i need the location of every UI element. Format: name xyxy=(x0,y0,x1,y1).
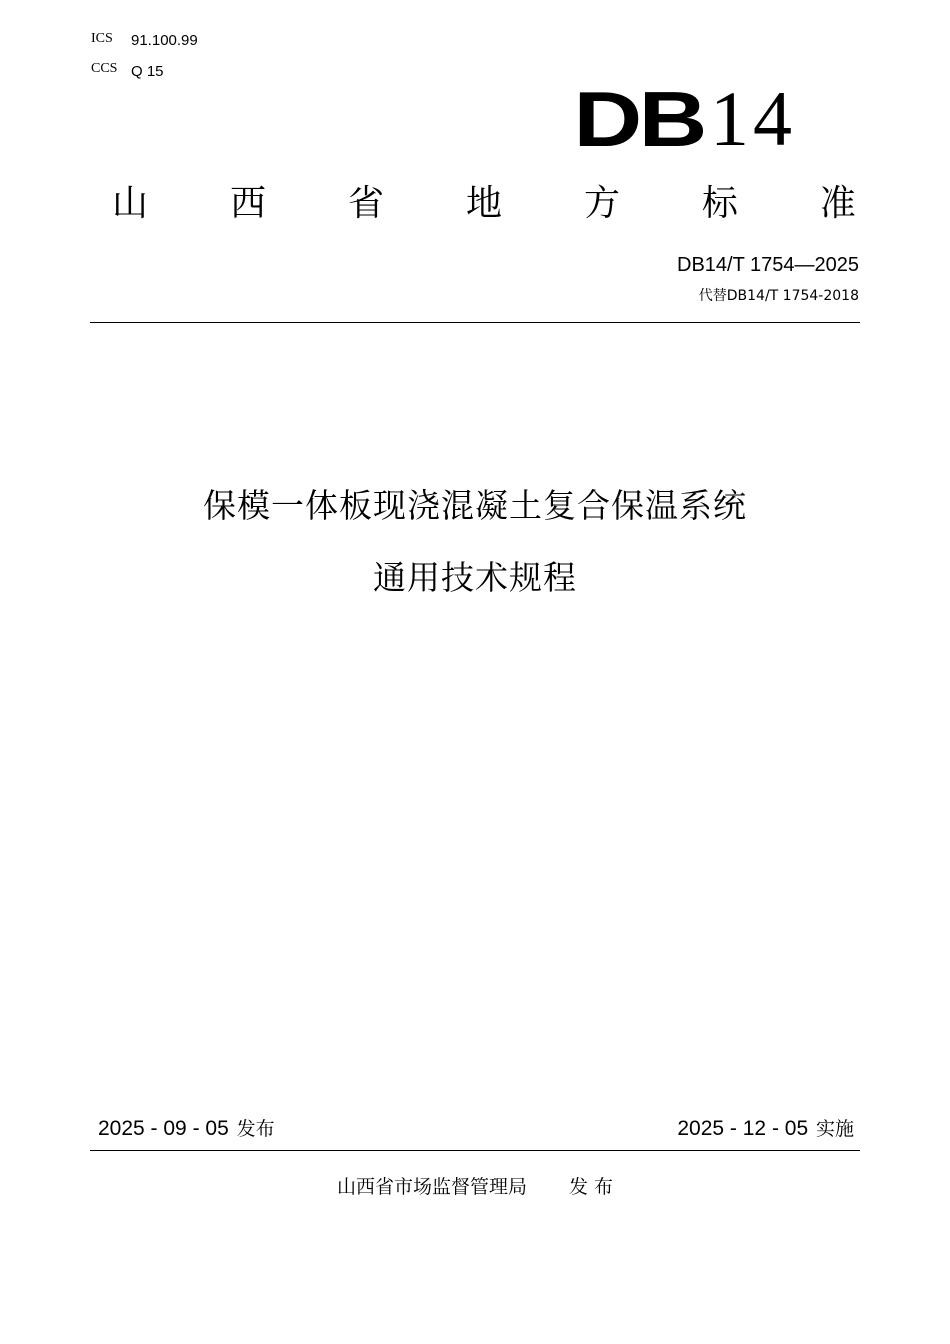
issuer-action: 发 布 xyxy=(568,1176,614,1198)
effective-date-value: 2025 - 12 - 05 xyxy=(677,1117,809,1140)
publish-date-label: 发布 xyxy=(236,1118,275,1140)
footer-divider xyxy=(90,1150,860,1151)
logo-province-code: 14 xyxy=(710,75,796,162)
standard-type-char: 西 xyxy=(229,183,266,224)
document-title-line-2: 通用技术规程 xyxy=(373,558,577,597)
ics-value: 91.100.99 xyxy=(131,32,198,49)
publish-date-value: 2025 - 09 - 05 xyxy=(98,1117,229,1140)
document-title-line-1: 保模一体板现浇混凝土复合保温系统 xyxy=(203,486,747,525)
replaces-standard: 代替DB14/T 1754-2018 xyxy=(698,288,859,304)
effective-date-label: 实施 xyxy=(815,1118,854,1140)
standard-type-char: 地 xyxy=(465,183,502,224)
ccs-value: Q 15 xyxy=(131,63,164,80)
effective-date xyxy=(677,1114,854,1141)
issuer-name: 山西省市场监督管理局 xyxy=(336,1176,527,1198)
standard-type-char: 准 xyxy=(819,183,856,224)
logo-db-mark: DB xyxy=(573,75,704,163)
header-divider xyxy=(90,322,860,323)
ccs-label: CCS xyxy=(91,61,118,76)
standard-type-char: 标 xyxy=(701,183,738,224)
standard-type-char: 省 xyxy=(347,183,384,224)
standard-number: DB14/T 1754—2025 xyxy=(677,254,859,276)
standard-type-heading xyxy=(112,180,856,228)
standard-type-char: 方 xyxy=(583,183,620,224)
db14-logo xyxy=(573,75,796,163)
standard-type-char: 山 xyxy=(112,183,149,224)
issuer-line xyxy=(0,1172,950,1199)
ics-label: ICS xyxy=(91,31,113,46)
publish-date xyxy=(98,1114,275,1141)
